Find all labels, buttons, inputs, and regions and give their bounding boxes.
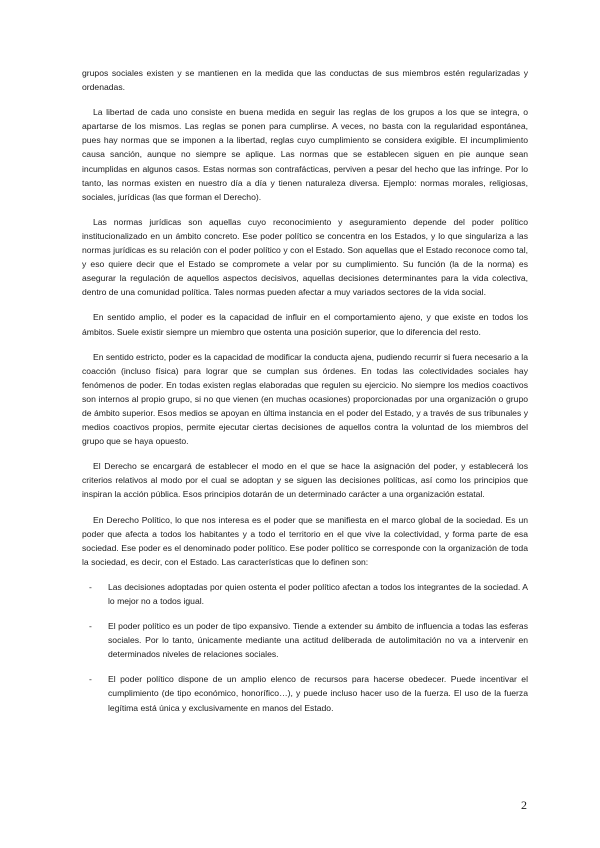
list-item-text: El poder político dispone de un amplio elenco de recursos para hacerse obedecer. Puede incentivar el cumplimiento (de tipo económico, honorífico…), y puede incluso hacer uso de la fuerza. El uso de la fuerza legítima está única y exclusivamente en manos del Estado.: [108, 674, 528, 713]
list-item: [82, 619, 528, 661]
list-item-text: Las decisiones adoptadas por quien ostenta el poder político afectan a todos los integrantes de la sociedad. A lo mejor no a todos igual.: [108, 581, 528, 606]
bullet-marker: -: [89, 581, 92, 592]
list-item: [82, 580, 528, 608]
list-item-text: El poder político es un poder de tipo expansivo. Tiende a extender su ámbito de influencia a todas las esferas sociales. Por lo tanto, únicamente mediante una actitud deliberada de autolimitación no va a intervenir en determinados niveles de relaciones sociales.: [108, 621, 528, 660]
paragraph-poder-amplio: En sentido amplio, el poder es la capacidad de influir en el comportamiento ajeno, y que existe en todos los ámbitos. Suele existir siempre un miembro que ostenta una posición superior, que lo diferencia del resto.: [82, 312, 528, 337]
bullet-marker: -: [89, 674, 92, 685]
bullet-marker: -: [89, 621, 92, 632]
list-item: [82, 672, 528, 714]
paragraph-normas-juridicas: Las normas jurídicas son aquellas cuyo reconocimiento y aseguramiento depende del poder político institucionalizado en un ámbito concreto. Ese poder político se concentra en los Estados, y lo que singulariza a las normas jurídicas es su relación con el poder político y con el Estado. Son aquellas que el Estado reconoce como tal, y eso quiere decir que el Estado se compromete a velar por su cumplimiento. Su función (la de la norma) es asegurar la regulación de aquellos aspectos decisivos, aquellas decisiones determinantes para la vida colectiva, dentro de una comunidad política. Tales normas pueden afectar a muy variados sectores de la vida social.: [82, 216, 528, 298]
page-number: 2: [521, 798, 527, 812]
paragraph-libertad: La libertad de cada uno consiste en buena medida en seguir las reglas de los grupos a los que se integra, o apartarse de los mismos. Las reglas se ponen para cumplirse. A veces, no basta con la regularidad espontánea, pues hay normas que se imponen a la libertad, reglas cuyo cumplimiento se considera exigible. El incumplimiento causa sanción, aunque no siempre se aplique. Las normas que se establecen siguen en pie aunque sean incumplidas en algunos casos. Estas normas son contrafácticas, perviven a pesar del hecho que las infringe. Por lo tanto, las normas existen en nuestro día a día y tienen naturaleza diversa. Ejemplo: normas morales, religiosas, sociales, jurídicas (las que forman el Derecho).: [82, 107, 528, 202]
paragraph-derecho: El Derecho se encargará de establecer el modo en el que se hace la asignación del poder, y establecerá los criterios relativos al modo por el cual se adoptan y se siguen las decisiones políticas, así como los principios que inspiran la acción pública. Esos principios dotarán de un determinado carácter a una organización estatal.: [82, 461, 528, 500]
paragraph-groups-continuation: grupos sociales existen y se mantienen en la medida que las conductas de sus miembros estén regularizadas y ordenadas.: [82, 68, 528, 93]
paragraph-poder-estricto: En sentido estricto, poder es la capacidad de modificar la conducta ajena, pudiendo recurrir si fuera necesario a la coacción (incluso física) para lograr que se cumplan sus órdenes. En todas las colectividades sociales hay fenómenos de poder. En todas existen reglas elaboradas que regulen su ejercicio. No siempre los medios coactivos son internos al propio grupo, si no que vienen (en muchas ocasiones) proporcionadas por una organización o grupo de ámbito superior. Esos medios se apoyan en última instancia en el poder del Estado, y a través de sus tribunales y medios coactivos propios, permite ejecutar ciertas decisiones de aquellos contra la voluntad de los miembros del grupo que se haya opuesto.: [82, 351, 528, 447]
paragraph-derecho-politico: En Derecho Político, lo que nos interesa es el poder que se manifiesta en el marco global de la sociedad. Es un poder que afecta a todos los habitantes y a todo el territorio en el que vive la colectividad, y forma parte de esa sociedad. Ese poder es el denominado poder político. Ese poder político se corresponde con la organización de toda la sociedad, es decir, con el Estado. Las características que lo definen son:: [82, 514, 528, 567]
document-body: [82, 66, 528, 726]
characteristics-list: [82, 580, 528, 715]
